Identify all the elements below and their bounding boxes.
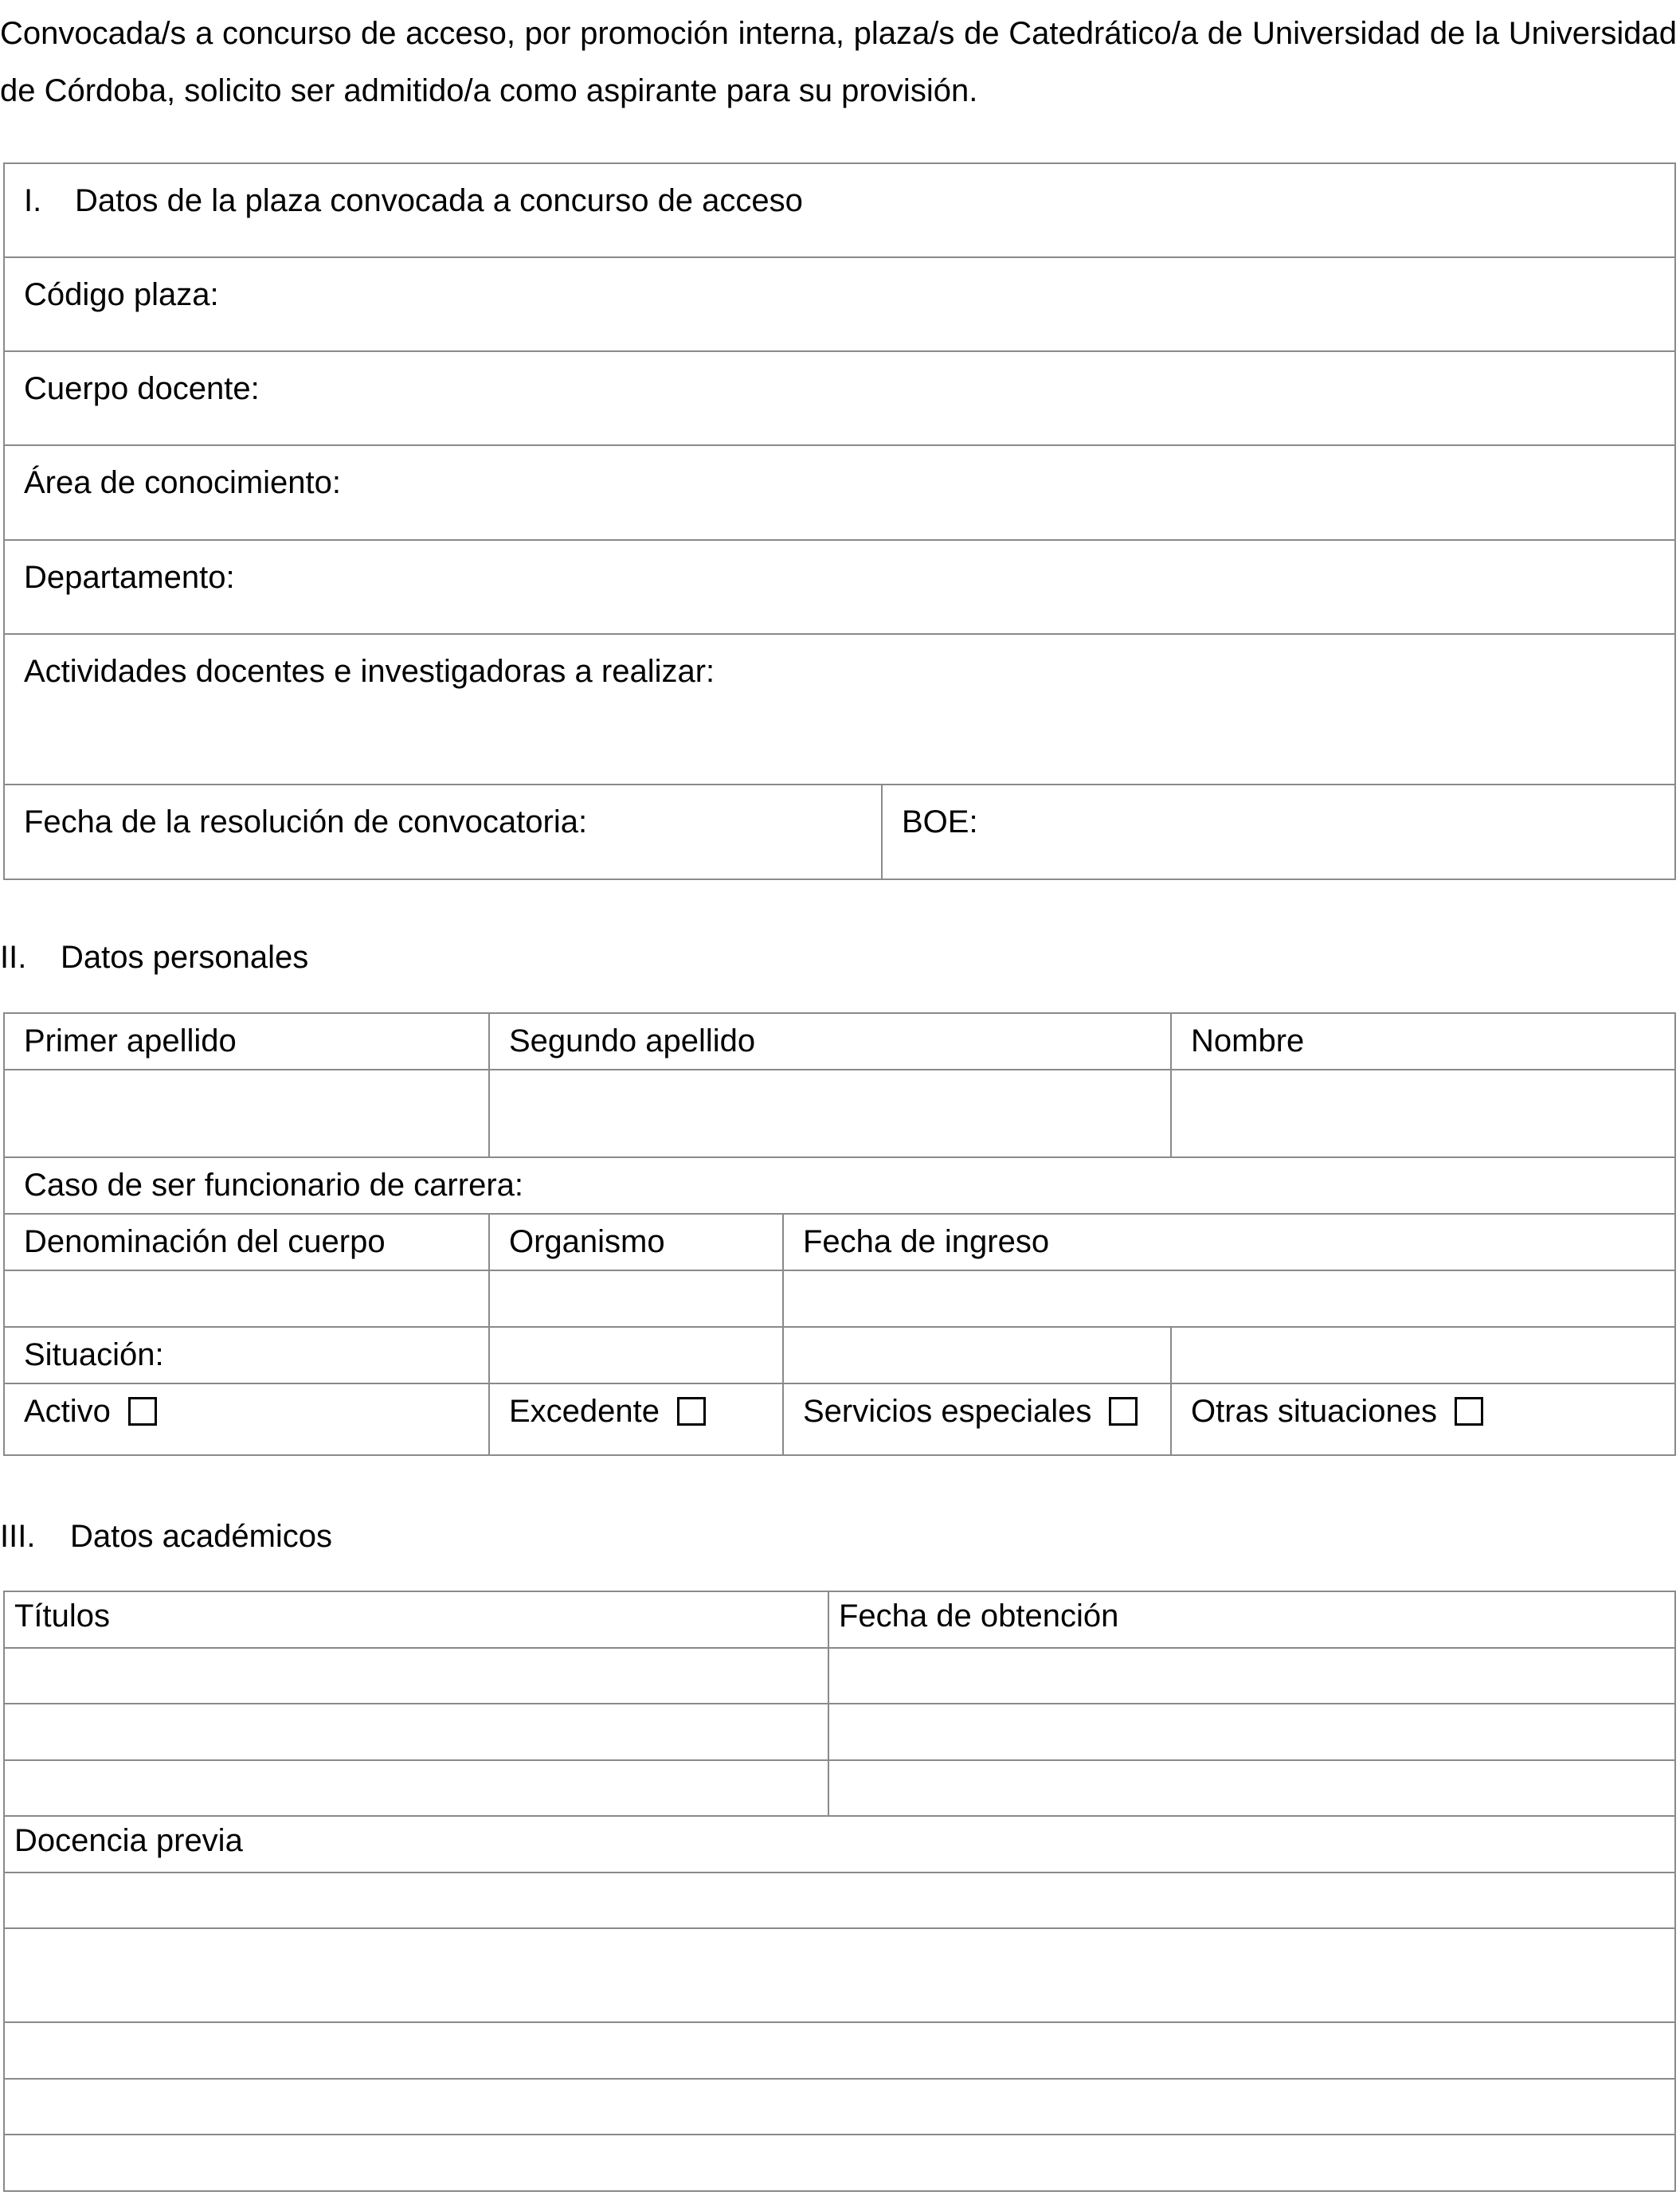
section-2-heading	[0, 940, 308, 976]
activo-checkbox[interactable]	[128, 1397, 157, 1426]
cuerpo-docente-label: Cuerpo docente:	[24, 371, 260, 406]
docencia-previa-header: Docencia previa	[4, 1816, 1675, 1873]
section-2-title: Datos personales	[61, 940, 309, 975]
personal-data-table	[3, 1012, 1676, 1456]
titulo-input[interactable]	[4, 1760, 828, 1816]
section-1-number: I.	[24, 183, 42, 218]
academic-data-table	[3, 1591, 1676, 2192]
otras-situaciones-label: Otras situaciones	[1191, 1394, 1438, 1429]
section-2-number: II.	[0, 940, 27, 975]
fecha-resolucion-label: Fecha de la resolución de convocatoria:	[24, 804, 588, 839]
departamento-field[interactable]	[4, 540, 1675, 634]
docencia-previa-input[interactable]	[4, 2135, 1675, 2191]
excedente-label: Excedente	[509, 1394, 660, 1429]
titulo-input[interactable]	[4, 1648, 828, 1704]
section-3-number: III.	[0, 1519, 36, 1554]
otras-situaciones-checkbox[interactable]	[1455, 1397, 1483, 1426]
fecha-obtencion-input[interactable]	[828, 1648, 1675, 1704]
primer-apellido-header: Primer apellido	[4, 1013, 489, 1070]
docencia-previa-input[interactable]	[4, 2079, 1675, 2135]
actividades-label: Actividades docentes e investigadoras a realizar:	[24, 654, 715, 689]
plaza-data-table	[3, 162, 1676, 880]
fecha-obtencion-input[interactable]	[828, 1760, 1675, 1816]
funcionario-label: Caso de ser funcionario de carrera:	[4, 1157, 1675, 1214]
fecha-obtencion-input[interactable]	[828, 1704, 1675, 1760]
nombre-header: Nombre	[1171, 1013, 1675, 1070]
empty-cell	[489, 1327, 783, 1383]
nombre-input[interactable]	[1171, 1070, 1675, 1157]
activo-option	[4, 1383, 489, 1455]
organismo-input[interactable]	[489, 1270, 783, 1327]
docencia-previa-input[interactable]	[4, 1873, 1675, 1928]
segundo-apellido-input[interactable]	[489, 1070, 1171, 1157]
excedente-option	[489, 1383, 783, 1455]
docencia-previa-input[interactable]	[4, 2022, 1675, 2079]
codigo-plaza-label: Código plaza:	[24, 277, 219, 312]
section-3-title: Datos académicos	[70, 1519, 333, 1554]
empty-cell	[783, 1327, 1171, 1383]
excedente-checkbox[interactable]	[677, 1397, 706, 1426]
docencia-previa-input[interactable]	[4, 1928, 1675, 2022]
servicios-especiales-option	[783, 1383, 1171, 1455]
organismo-header: Organismo	[489, 1214, 783, 1270]
area-conocimiento-field[interactable]	[4, 445, 1675, 540]
servicios-especiales-checkbox[interactable]	[1109, 1397, 1138, 1426]
section-3-heading	[0, 1519, 332, 1555]
actividades-field[interactable]	[4, 634, 1675, 785]
fecha-obtencion-header: Fecha de obtención	[828, 1591, 1675, 1648]
departamento-label: Departamento:	[24, 560, 235, 595]
segundo-apellido-header: Segundo apellido	[489, 1013, 1171, 1070]
intro-paragraph: Convocada/s a concurso de acceso, por promoción interna, plaza/s de Catedrático/a de Universidad de la Universidad de Córdoba, solicito ser admitido/a como aspirante para su provisión.	[0, 16, 1677, 108]
area-conocimiento-label: Área de conocimiento:	[24, 465, 342, 500]
fecha-ingreso-input[interactable]	[783, 1270, 1675, 1327]
cuerpo-docente-field[interactable]	[4, 351, 1675, 445]
servicios-especiales-label: Servicios especiales	[803, 1394, 1092, 1429]
boe-field[interactable]	[882, 785, 1675, 879]
fecha-ingreso-header: Fecha de ingreso	[783, 1214, 1675, 1270]
denominacion-input[interactable]	[4, 1270, 489, 1327]
activo-label: Activo	[24, 1394, 111, 1429]
empty-cell	[1171, 1327, 1675, 1383]
fecha-resolucion-field[interactable]	[4, 785, 882, 879]
titulo-input[interactable]	[4, 1704, 828, 1760]
situacion-label: Situación:	[4, 1327, 489, 1383]
section-1-title: Datos de la plaza convocada a concurso de acceso	[75, 183, 803, 218]
codigo-plaza-field[interactable]	[4, 257, 1675, 351]
denominacion-header: Denominación del cuerpo	[4, 1214, 489, 1270]
boe-label: BOE:	[902, 804, 978, 839]
titulos-header: Títulos	[4, 1591, 828, 1648]
section-1-heading	[4, 163, 1675, 257]
otras-situaciones-option	[1171, 1383, 1675, 1455]
primer-apellido-input[interactable]	[4, 1070, 489, 1157]
